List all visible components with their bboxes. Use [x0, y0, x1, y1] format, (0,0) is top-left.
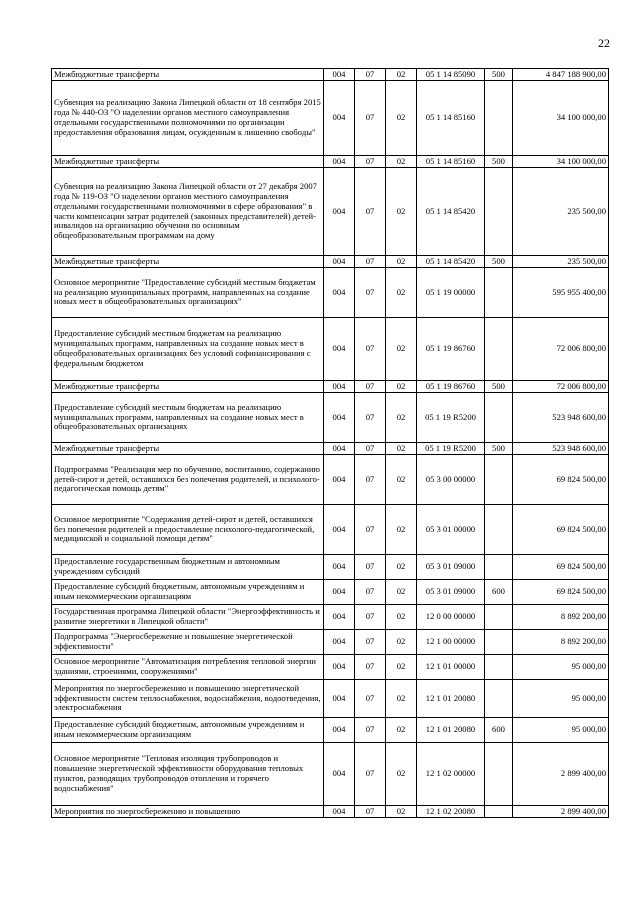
table-row — [52, 630, 609, 655]
cell-csr: 05 3 01 00000 — [417, 505, 485, 555]
cell-pr: 02 — [386, 318, 417, 381]
cell-ved: 004 — [324, 555, 355, 580]
cell-pr: 02 — [386, 680, 417, 718]
cell-vr — [485, 81, 513, 156]
cell-name: Мероприятия по энергосбережению и повышению энергетической эффективности систем теплоснабжения, водоснабжения, водоотведения, электроснабжения — [52, 680, 324, 718]
cell-csr: 05 1 14 85160 — [417, 156, 485, 168]
cell-csr: 12 1 01 00000 — [417, 655, 485, 680]
cell-name: Предоставление субсидий бюджетным, автономным учреждениям и иным некоммерческим организациям — [52, 580, 324, 605]
cell-ved: 004 — [324, 806, 355, 818]
table-row — [52, 168, 609, 256]
table-row — [52, 555, 609, 580]
cell-ved: 004 — [324, 268, 355, 318]
cell-name: Основное мероприятие "Содержания детей-сирот и детей, оставшихся без попечения родителей и предоставление психолого-педагогической, медицинской и социальной помощи детям" — [52, 505, 324, 555]
cell-name: Предоставление государственным бюджетным и автономным учреждениям субсидий — [52, 555, 324, 580]
cell-rz: 07 — [355, 505, 386, 555]
cell-sum: 2 899 400,00 — [513, 806, 609, 818]
table-row — [52, 605, 609, 630]
cell-name: Подпрограмма "Энергосбережение и повышение энергетической эффективности" — [52, 630, 324, 655]
cell-csr: 05 1 14 85420 — [417, 256, 485, 268]
cell-sum: 95 000,00 — [513, 655, 609, 680]
cell-vr: 500 — [485, 381, 513, 393]
cell-csr: 05 1 19 R5200 — [417, 443, 485, 455]
cell-name: Межбюджетные трансферты — [52, 443, 324, 455]
cell-rz: 07 — [355, 256, 386, 268]
cell-sum: 8 892 200,00 — [513, 630, 609, 655]
cell-pr: 02 — [386, 268, 417, 318]
cell-vr: 600 — [485, 580, 513, 605]
table-row — [52, 743, 609, 806]
cell-csr: 12 0 00 00000 — [417, 605, 485, 630]
cell-csr: 12 1 00 00000 — [417, 630, 485, 655]
cell-ved: 004 — [324, 318, 355, 381]
cell-vr — [485, 505, 513, 555]
cell-vr — [485, 168, 513, 256]
cell-ved: 004 — [324, 630, 355, 655]
cell-sum: 523 948 600,00 — [513, 393, 609, 443]
table-row — [52, 655, 609, 680]
cell-ved: 004 — [324, 580, 355, 605]
cell-pr: 02 — [386, 580, 417, 605]
cell-name: Основное мероприятие "Тепловая изоляция трубопроводов и повышение энергетической эффективности оборудования тепловых пунктов, разводящих трубопроводов отопления и горячего водоснабжения" — [52, 743, 324, 806]
cell-vr — [485, 393, 513, 443]
cell-vr: 500 — [485, 256, 513, 268]
cell-name: Межбюджетные трансферты — [52, 256, 324, 268]
cell-rz: 07 — [355, 268, 386, 318]
cell-pr: 02 — [386, 505, 417, 555]
cell-vr — [485, 680, 513, 718]
cell-csr: 05 1 14 85420 — [417, 168, 485, 256]
cell-pr: 02 — [386, 555, 417, 580]
cell-sum: 235 500,00 — [513, 168, 609, 256]
cell-sum: 34 100 000,00 — [513, 156, 609, 168]
cell-csr: 05 3 01 09000 — [417, 580, 485, 605]
cell-vr: 500 — [485, 156, 513, 168]
cell-name: Мероприятия по энергосбережению и повышению — [52, 806, 324, 818]
cell-vr — [485, 743, 513, 806]
cell-vr: 500 — [485, 69, 513, 81]
table-body — [52, 69, 609, 818]
table-row — [52, 318, 609, 381]
cell-vr — [485, 655, 513, 680]
cell-sum: 95 000,00 — [513, 680, 609, 718]
cell-sum: 69 824 500,00 — [513, 580, 609, 605]
cell-sum: 69 824 500,00 — [513, 455, 609, 505]
cell-pr: 02 — [386, 630, 417, 655]
page-number: 22 — [598, 36, 610, 50]
cell-vr: 500 — [485, 443, 513, 455]
cell-ved: 004 — [324, 69, 355, 81]
cell-vr — [485, 605, 513, 630]
table-row — [52, 69, 609, 81]
cell-rz: 07 — [355, 630, 386, 655]
cell-ved: 004 — [324, 381, 355, 393]
cell-vr — [485, 630, 513, 655]
cell-ved: 004 — [324, 256, 355, 268]
cell-sum: 34 100 000,00 — [513, 81, 609, 156]
cell-pr: 02 — [386, 455, 417, 505]
cell-vr — [485, 455, 513, 505]
cell-name: Основное мероприятие "Автоматизация потребления тепловой энергии зданиями, строениями, сооружениями" — [52, 655, 324, 680]
cell-name: Основное мероприятие "Предоставление субсидий местным бюджетам на реализацию муниципальных программ, направленных на создание новых мест в общеобразовательных организациях" — [52, 268, 324, 318]
budget-table — [51, 68, 609, 818]
cell-pr: 02 — [386, 156, 417, 168]
cell-sum: 69 824 500,00 — [513, 555, 609, 580]
cell-ved: 004 — [324, 168, 355, 256]
cell-sum: 95 000,00 — [513, 718, 609, 743]
cell-sum: 8 892 200,00 — [513, 605, 609, 630]
cell-rz: 07 — [355, 655, 386, 680]
cell-name: Межбюджетные трансферты — [52, 156, 324, 168]
table-row — [52, 443, 609, 455]
cell-name: Межбюджетные трансферты — [52, 381, 324, 393]
cell-rz: 07 — [355, 393, 386, 443]
cell-name: Предоставление субсидий местным бюджетам на реализацию муниципальных программ, направленных на создание новых мест в общеобразовательных организациях — [52, 393, 324, 443]
cell-name: Подпрограмма "Реализация мер по обучению, воспитанию, содержанию детей-сирот и детей, оставшихся без попечения родителей, и психолого-педагогическая помощь детям" — [52, 455, 324, 505]
cell-pr: 02 — [386, 81, 417, 156]
cell-rz: 07 — [355, 318, 386, 381]
cell-csr: 05 3 01 09000 — [417, 555, 485, 580]
cell-rz: 07 — [355, 455, 386, 505]
cell-vr — [485, 555, 513, 580]
cell-name: Межбюджетные трансферты — [52, 69, 324, 81]
table-row — [52, 455, 609, 505]
cell-sum: 595 955 400,00 — [513, 268, 609, 318]
cell-csr: 12 1 01 20080 — [417, 718, 485, 743]
cell-ved: 004 — [324, 393, 355, 443]
table-row — [52, 505, 609, 555]
table-row — [52, 381, 609, 393]
cell-pr: 02 — [386, 743, 417, 806]
cell-vr — [485, 318, 513, 381]
cell-rz: 07 — [355, 580, 386, 605]
cell-vr — [485, 268, 513, 318]
cell-rz: 07 — [355, 743, 386, 806]
cell-rz: 07 — [355, 718, 386, 743]
cell-sum: 72 006 800,00 — [513, 318, 609, 381]
cell-sum: 523 948 600,00 — [513, 443, 609, 455]
cell-pr: 02 — [386, 718, 417, 743]
table-row — [52, 256, 609, 268]
cell-ved: 004 — [324, 81, 355, 156]
table-row — [52, 156, 609, 168]
cell-pr: 02 — [386, 605, 417, 630]
cell-sum: 69 824 500,00 — [513, 505, 609, 555]
cell-pr: 02 — [386, 256, 417, 268]
cell-csr: 05 1 19 00000 — [417, 268, 485, 318]
cell-pr: 02 — [386, 443, 417, 455]
cell-ved: 004 — [324, 605, 355, 630]
cell-rz: 07 — [355, 680, 386, 718]
cell-name: Субвенция на реализацию Закона Липецкой области от 27 декабря 2007 года № 119-ОЗ "О наделении органов местного самоуправления отдельными государственными полномочиями в сфере образования" в части компенсации затрат родителей (законных представителей) детей-инвалидов на организацию обучения по основным общеобразовательным программам на дому — [52, 168, 324, 256]
cell-csr: 12 1 02 20080 — [417, 806, 485, 818]
cell-rz: 07 — [355, 69, 386, 81]
cell-csr: 12 1 01 20080 — [417, 680, 485, 718]
cell-ved: 004 — [324, 455, 355, 505]
cell-rz: 07 — [355, 555, 386, 580]
cell-csr: 05 1 19 R5200 — [417, 393, 485, 443]
cell-vr — [485, 806, 513, 818]
cell-name: Предоставление субсидий бюджетным, автономным учреждениям и иным некоммерческим организациям — [52, 718, 324, 743]
cell-csr: 05 3 00 00000 — [417, 455, 485, 505]
table-row — [52, 680, 609, 718]
cell-rz: 07 — [355, 168, 386, 256]
cell-name: Предоставление субсидий местным бюджетам на реализацию муниципальных программ, направленных на создание новых мест в общеобразовательных организациях без условий софинансирования с федеральным бюджетом — [52, 318, 324, 381]
cell-ved: 004 — [324, 156, 355, 168]
cell-csr: 05 1 14 85090 — [417, 69, 485, 81]
cell-rz: 07 — [355, 381, 386, 393]
cell-pr: 02 — [386, 69, 417, 81]
cell-rz: 07 — [355, 156, 386, 168]
table-row — [52, 580, 609, 605]
cell-ved: 004 — [324, 443, 355, 455]
cell-pr: 02 — [386, 655, 417, 680]
cell-ved: 004 — [324, 718, 355, 743]
cell-csr: 05 1 19 86760 — [417, 381, 485, 393]
cell-pr: 02 — [386, 168, 417, 256]
cell-rz: 07 — [355, 605, 386, 630]
table-row — [52, 268, 609, 318]
cell-rz: 07 — [355, 443, 386, 455]
cell-ved: 004 — [324, 680, 355, 718]
cell-csr: 05 1 14 85160 — [417, 81, 485, 156]
cell-pr: 02 — [386, 806, 417, 818]
cell-csr: 12 1 02 00000 — [417, 743, 485, 806]
cell-ved: 004 — [324, 655, 355, 680]
cell-sum: 2 899 400,00 — [513, 743, 609, 806]
cell-name: Субвенция на реализацию Закона Липецкой области от 18 сентября 2015 года № 440-ОЗ "О наделении органов местного самоуправления отдельными государственными полномочиями по организации предоставления образования лицам, осужденным к лишению свободы" — [52, 81, 324, 156]
cell-rz: 07 — [355, 806, 386, 818]
table-row — [52, 81, 609, 156]
cell-sum: 235 500,00 — [513, 256, 609, 268]
cell-sum: 72 006 800,00 — [513, 381, 609, 393]
table-row — [52, 393, 609, 443]
cell-rz: 07 — [355, 81, 386, 156]
cell-pr: 02 — [386, 393, 417, 443]
table-row — [52, 718, 609, 743]
cell-ved: 004 — [324, 505, 355, 555]
cell-pr: 02 — [386, 381, 417, 393]
cell-ved: 004 — [324, 743, 355, 806]
table-row — [52, 806, 609, 818]
cell-name: Государственная программа Липецкой области "Энергоэффективность и развитие энергетики в Липецкой области" — [52, 605, 324, 630]
cell-sum: 4 847 188 900,00 — [513, 69, 609, 81]
cell-vr: 600 — [485, 718, 513, 743]
cell-csr: 05 1 19 86760 — [417, 318, 485, 381]
